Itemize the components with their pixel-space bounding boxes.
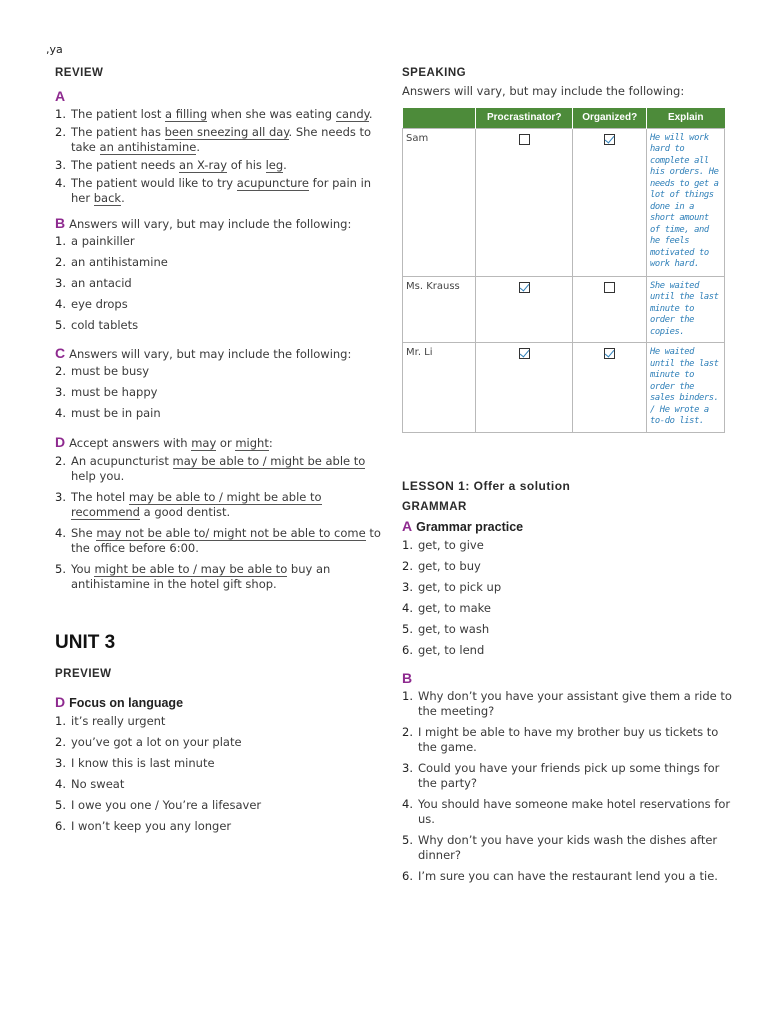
row-name: Ms. Krauss (403, 276, 476, 343)
list-item: 3. I know this is last minute (55, 756, 215, 770)
checkbox-icon[interactable] (604, 348, 615, 359)
list-item: 4. get, to make (402, 600, 491, 615)
list-item: 4. You should have someone make hotel reservations for us. (402, 796, 731, 826)
right-column (402, 67, 732, 884)
list-item: 2. must be busy (55, 364, 150, 378)
organized-cell (573, 128, 647, 276)
unit-heading: UNIT 3 (55, 632, 116, 653)
section-d-intro: D Accept answers with may or might: (55, 434, 273, 450)
row-name: Mr. Li (403, 343, 476, 433)
speaking-heading: SPEAKING (402, 67, 467, 79)
table-header-cell (403, 108, 476, 128)
list-item: 4. eye drops (55, 297, 128, 311)
list-item: 3. must be happy (55, 385, 158, 399)
review-b-list (55, 234, 385, 333)
section-b-letter: B (402, 669, 413, 686)
explain-cell: He waited until the last minute to order the sales binders. / He wrote a to-do list. (647, 343, 725, 433)
review-a-list (55, 107, 385, 206)
list-item: 5. I owe you one / You’re a lifesaver (55, 798, 262, 812)
review-heading: REVIEW (55, 67, 104, 79)
list-item: 6. I’m sure you can have the restaurant lend you a tie. (402, 868, 718, 883)
left-column (55, 67, 385, 834)
grammar-heading: GRAMMAR (402, 500, 467, 513)
list-item: 2. you’ve got a lot on your plate (55, 735, 242, 749)
list-item: 2. I might be able to have my brother buy us tickets to the game. (402, 724, 719, 754)
procrastinator-cell (476, 343, 573, 433)
list-item: 3. The hotel may be able to / might be able to recommend a good dentist. (55, 490, 322, 519)
checkbox-icon[interactable] (604, 134, 615, 145)
checkbox-icon[interactable] (519, 348, 530, 359)
procrastinator-cell (476, 276, 573, 343)
list-item: 2. get, to buy (402, 558, 481, 573)
list-item: 5. get, to wash (402, 621, 490, 636)
list-item: 1. a painkiller (55, 234, 135, 248)
list-item: 3. The patient needs an X-ray of his leg. (55, 158, 287, 172)
list-item: 5. You might be able to / may be able to buy an antihistamine in the hotel gift shop. (55, 562, 331, 591)
section-b-intro: B Answers will vary, but may include the following: (55, 215, 352, 231)
list-item: 3. an antacid (55, 276, 132, 290)
procrastinator-cell (476, 128, 573, 276)
section-c-intro: C Answers will vary, but may include the following: (55, 345, 352, 361)
list-item: 1. it’s really urgent (55, 714, 166, 728)
grammar-practice-heading: A Grammar practice (402, 517, 524, 534)
speaking-intro: Answers will vary, but may include the following: (402, 84, 685, 98)
organized-cell (573, 276, 647, 343)
speaking-table (402, 108, 725, 433)
list-item: 3. get, to pick up (402, 579, 502, 594)
table-row (403, 128, 725, 276)
list-item: 4. She may not be able to/ might not be able to come to the office before 6:00. (55, 526, 381, 555)
review-c-list (55, 364, 385, 421)
grammar-b-list (402, 689, 732, 884)
preview-d-list (55, 714, 385, 834)
list-item: 5. Why don’t you have your kids wash the dishes after dinner? (402, 832, 718, 862)
list-item: 1. get, to give (402, 537, 484, 552)
list-item: 1. The patient lost a filling when she was eating candy. (55, 107, 373, 121)
list-item: 4. The patient would like to try acupuncture for pain in her back. (55, 176, 372, 205)
explain-cell: She waited until the last minute to order the copies. (647, 276, 725, 343)
focus-language-heading: D Focus on language (55, 694, 184, 710)
review-d-list (55, 454, 385, 592)
preview-heading: PREVIEW (55, 668, 112, 680)
organized-cell (573, 343, 647, 433)
list-item: 6. I won’t keep you any longer (55, 819, 232, 833)
row-name: Sam (403, 128, 476, 276)
list-item: 4. No sweat (55, 777, 125, 791)
table-header-row (403, 108, 725, 128)
table-row (403, 343, 725, 433)
list-item: 1. Why don’t you have your assistant give them a ride to the meeting? (402, 688, 732, 718)
grammar-a-list (402, 538, 732, 658)
list-item: 2. An acupuncturist may be able to / might be able to help you. (55, 454, 366, 483)
checkbox-icon[interactable] (604, 282, 615, 293)
corner-mark: ,ya (46, 43, 63, 56)
table-header-cell: Explain (647, 108, 725, 128)
list-item: 4. must be in pain (55, 406, 161, 420)
list-item: 5. cold tablets (55, 318, 139, 332)
table-header-cell: Organized? (573, 108, 647, 128)
explain-cell: He will work hard to complete all his orders. He needs to get a lot of things done in a short amount of time, and he feels motivated to work hard. (647, 128, 725, 276)
list-item: 3. Could you have your friends pick up some things for the party? (402, 760, 720, 790)
list-item: 2. an antihistamine (55, 255, 168, 269)
checkbox-icon[interactable] (519, 282, 530, 293)
lesson-heading: LESSON 1: Offer a solution (402, 478, 571, 493)
list-item: 6. get, to lend (402, 642, 485, 657)
section-a-letter: A (55, 88, 66, 104)
list-item: 2. The patient has been sneezing all day. She needs to take an antihistamine. (55, 125, 372, 154)
table-header-cell: Procrastinator? (476, 108, 573, 128)
checkbox-icon[interactable] (519, 134, 530, 145)
table-row (403, 276, 725, 343)
